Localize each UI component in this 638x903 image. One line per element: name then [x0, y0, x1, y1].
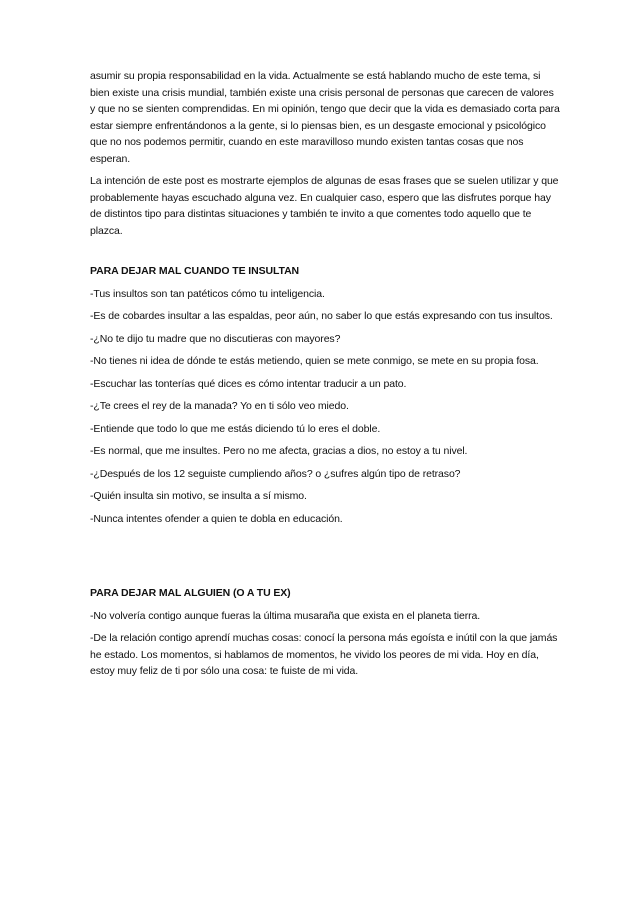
section-heading-insults: PARA DEJAR MAL CUANDO TE INSULTAN [90, 265, 300, 277]
list-item: -Es de cobardes insultar a las espaldas, peor aún, no saber lo que estás expresando con tus insultos. [90, 310, 553, 322]
intro-paragraph-1: asumir su propia responsabilidad en la vida. Actualmente se está hablando mucho de este tema, si bien existe una crisis mundial, también existe una crisis personal de personas que carecen de valores y que no se sienten comprendidas. En mi opinión, tengo que decir que la vida es demasiado corta para estar siempre enfrentándonos a la gente, si lo piensas bien, es un desgaste emocional y psicológico que no nos podemos permitir, cuando en este maravilloso mundo existen tantas cosas que nos esperan. [90, 70, 560, 165]
list-item: -De la relación contigo aprendí muchas cosas: conocí la persona más egoísta e inútil con la que jamás he estado. Los momentos, si hablamos de momentos, he vivido los peores de mi vida. Hoy en día, estoy muy feliz de ti por sólo una cosa: te fuiste de mi vida. [90, 632, 558, 677]
list-item: -Tus insultos son tan patéticos cómo tu inteligencia. [90, 287, 325, 300]
list-item: -Nunca intentes ofender a quien te dobla en educación. [90, 512, 343, 525]
spacer [90, 533, 560, 585]
spacer [90, 245, 560, 263]
document-body [90, 68, 560, 686]
list-item: -¿No te dijo tu madre que no discutieras con mayores? [90, 332, 341, 345]
list-item: -¿Te crees el rey de la manada? Yo en ti sólo veo miedo. [90, 400, 349, 412]
list-item: -No tienes ni idea de dónde te estás metiendo, quien se mete conmigo, se mete en su propia fosa. [90, 355, 539, 367]
list-item: -Escuchar las tonterías qué dices es cómo intentar traducir a un pato. [90, 377, 407, 390]
list-item: -No volvería contigo aunque fueras la última musaraña que exista en el planeta tierra. [90, 609, 481, 622]
list-item: -Entiende que todo lo que me estás diciendo tú lo eres el doble. [90, 422, 381, 435]
section-heading-ex: PARA DEJAR MAL ALGUIEN (O A TU EX) [90, 587, 291, 599]
list-item: -¿Después de los 12 seguiste cumpliendo años? o ¿sufres algún tipo de retraso? [90, 467, 461, 480]
intro-paragraph-2: La intención de este post es mostrarte ejemplos de algunas de esas frases que se suelen utilizar y que probablemente hayas escuchado alguna vez. En cualquier caso, espero que las disfrutes porque hay de distintos tipo para distintas situaciones y también te invito a que comentes todo aquello que te plazca. [90, 175, 559, 237]
list-item: -Es normal, que me insultes. Pero no me afecta, gracias a dios, no estoy a tu nivel. [90, 445, 468, 457]
list-item: -Quién insulta sin motivo, se insulta a sí mismo. [90, 490, 307, 502]
